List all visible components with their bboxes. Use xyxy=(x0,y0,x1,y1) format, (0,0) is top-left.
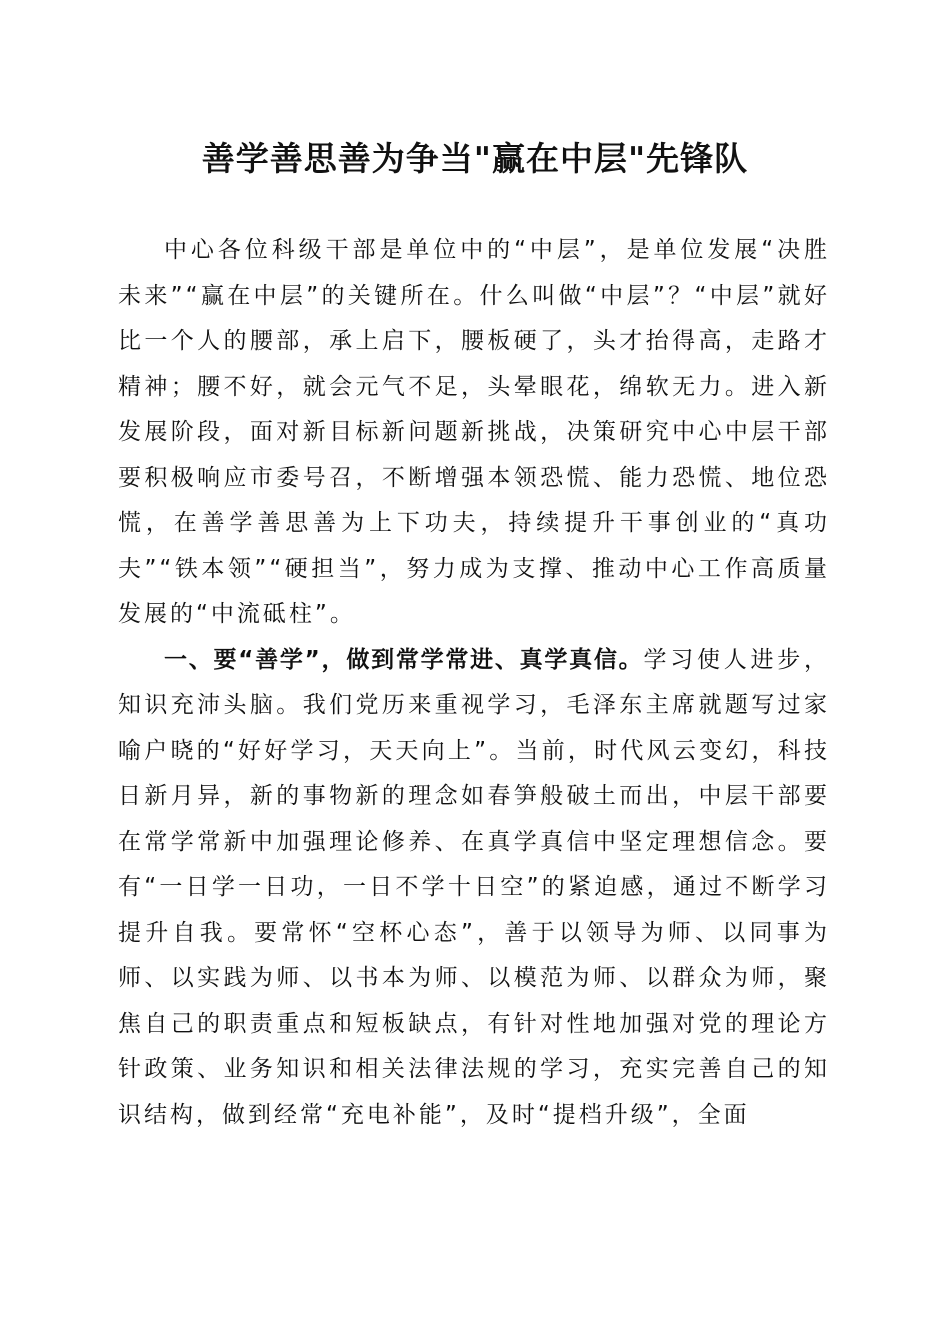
section-1-heading: 一、要“善学”，做到常学常进、真学真信。 xyxy=(164,646,644,673)
paragraph-intro-text: 中心各位科级干部是单位中的“中层”，是单位发展“决胜未来”“赢在中层”的关键所在。什么叫做“中层”？“中层”就好比一个人的腰部，承上启下，腰板硬了，头才抬得高，走路才精神；腰不好，就会元气不足，头晕眼花，绵软无力。进入新发展阶段，面对新目标新问题新挑战，决策研究中心中层干部要积极响应市委号召，不断增强本领恐慌、能力恐慌、地位恐慌，在善学善思善为上下功夫，持续提升干事创业的“真功夫”“铁本领”“硬担当”，努力成为支撑、推动中心工作高质量发展的“中流砥柱”。 xyxy=(118,237,830,627)
document-title: 善学善思善为争当"赢在中层"先锋队 xyxy=(201,139,749,178)
section-1-text: 学习使人进步，知识充沛头脑。我们党历来重视学习，毛泽东主席就题写过家喻户晓的“好好学习，天天向上”。当前，时代风云变幻，科技日新月异，新的事物新的理念如春笋般破土而出，中层干部要在常学常新中加强理论修养、在真学真信中坚定理想信念。要有“一日学一日功，一日不学十日空”的紧迫感，通过不断学习提升自我。要常怀“空杯心态”，善于以领导为师、以同事为师、以实践为师、以书本为师、以模范为师、以群众为师，聚焦自己的职责重点和短板缺点，有针对性地加强对党的理论方针政策、业务知识和相关法律法规的学习，充实完善自己的知识结构，做到经常“充电补能”，及时“提档升级”，全面 xyxy=(118,646,830,1128)
paragraph-intro xyxy=(118,228,830,638)
paragraph-section-1 xyxy=(118,638,830,1139)
document-body xyxy=(118,228,830,1138)
